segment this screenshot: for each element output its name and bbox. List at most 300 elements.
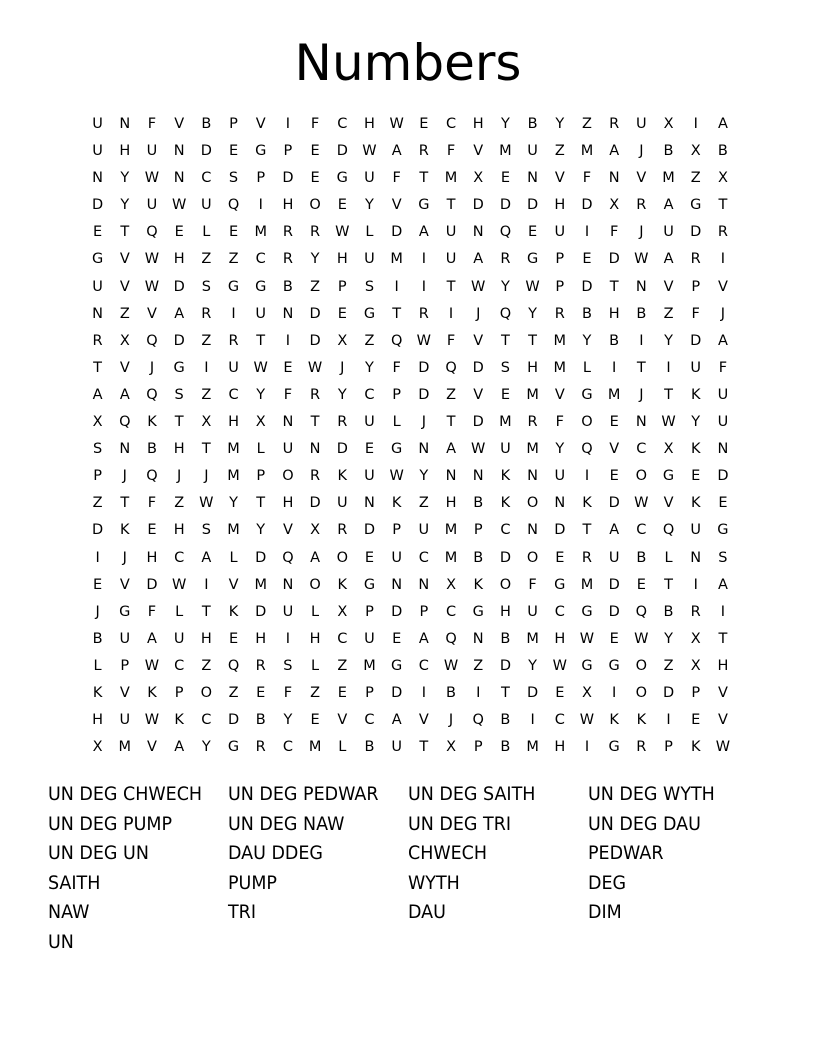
grid-letter: K: [228, 603, 239, 620]
grid-letter: F: [283, 684, 293, 701]
grid-letter: O: [282, 468, 294, 485]
grid-letter: G: [227, 739, 240, 756]
grid-letter: I: [666, 359, 671, 376]
grid-letter: X: [717, 170, 728, 187]
grid-letter: R: [500, 251, 511, 268]
grid-letter: R: [282, 224, 293, 241]
grid-letter: I: [584, 468, 590, 485]
word-list-item: UN DEG PEDWAR: [228, 783, 379, 805]
grid-letter: A: [147, 630, 157, 647]
grid-letter: Z: [310, 278, 321, 295]
grid-letter: P: [473, 522, 483, 539]
grid-letter: Z: [473, 657, 484, 674]
grid-letter: I: [584, 224, 590, 241]
grid-letter: T: [201, 603, 211, 620]
grid-letter: K: [337, 468, 348, 485]
grid-letter: S: [201, 278, 211, 295]
grid-letter: M: [227, 522, 240, 539]
grid-letter: B: [473, 495, 484, 512]
grid-letter: A: [609, 143, 620, 160]
grid-letter: W: [634, 495, 649, 512]
grid-letter: B: [446, 684, 456, 701]
grid-letter: E: [310, 143, 320, 160]
grid-letter: D: [690, 332, 702, 349]
grid-letter: O: [635, 684, 648, 701]
grid-letter: U: [146, 197, 158, 214]
grid-letter: K: [500, 468, 511, 485]
grid-letter: P: [174, 684, 184, 701]
grid-letter: L: [338, 739, 347, 756]
grid-letter: J: [122, 549, 127, 566]
grid-letter: Z: [663, 305, 674, 322]
grid-letter: D: [472, 414, 484, 431]
grid-letter: G: [581, 603, 593, 620]
grid-letter: B: [636, 305, 647, 322]
grid-letter: T: [174, 414, 184, 431]
grid-letter: G: [554, 576, 566, 593]
grid-letter: A: [418, 630, 429, 647]
grid-letter: C: [636, 522, 647, 539]
grid-letter: F: [446, 143, 456, 160]
grid-letter: I: [204, 576, 209, 593]
grid-letter: E: [337, 197, 347, 214]
grid-letter: D: [309, 305, 321, 322]
grid-letter: Y: [337, 386, 347, 403]
grid-letter: J: [720, 305, 726, 322]
grid-letter: V: [554, 170, 565, 187]
grid-letter: L: [311, 657, 320, 674]
grid-letter: X: [663, 116, 674, 132]
grid-letter: X: [119, 332, 130, 349]
grid-letter: G: [717, 522, 729, 539]
grid-letter: K: [690, 386, 701, 403]
grid-letter: U: [255, 305, 267, 322]
grid-letter: P: [392, 386, 402, 403]
grid-letter: M: [444, 170, 458, 187]
grid-letter: I: [720, 603, 726, 620]
grid-letter: T: [718, 630, 728, 647]
grid-letter: C: [554, 712, 565, 729]
word-list-item: NAW: [48, 901, 90, 924]
grid-letter: S: [283, 657, 293, 674]
grid-letter: N: [527, 170, 539, 187]
grid-letter: D: [608, 576, 620, 593]
grid-letter: H: [173, 522, 185, 539]
grid-letter: A: [663, 251, 674, 268]
grid-letter: R: [282, 251, 293, 268]
grid-letter: F: [555, 414, 564, 431]
grid-letter: Y: [664, 630, 673, 647]
word-list-item: UN DEG NAW: [228, 812, 345, 835]
grid-letter: W: [443, 657, 459, 674]
grid-letter: E: [609, 414, 619, 431]
grid-letter: U: [92, 116, 103, 132]
grid-letter: Q: [581, 441, 593, 458]
grid-letter: B: [636, 549, 647, 566]
grid-letter: K: [120, 522, 130, 539]
grid-letter: N: [635, 414, 647, 431]
grid-letter: Q: [119, 414, 131, 431]
grid-letter: E: [718, 495, 728, 512]
grid-letter: K: [609, 712, 619, 729]
grid-letter: I: [421, 251, 426, 268]
grid-letter: U: [119, 630, 131, 647]
grid-letter: A: [418, 224, 429, 241]
grid-letter: M: [526, 441, 539, 458]
grid-letter: V: [174, 116, 185, 132]
grid-letter: Y: [365, 197, 374, 214]
grid-letter: T: [528, 332, 538, 349]
page-title: Numbers: [294, 34, 522, 92]
grid-letter: E: [392, 630, 402, 647]
grid-letter: H: [282, 495, 294, 512]
grid-letter: N: [554, 495, 566, 512]
grid-letter: K: [391, 495, 402, 512]
grid-letter: A: [609, 522, 620, 539]
grid-letter: X: [690, 143, 701, 160]
grid-letter: D: [418, 359, 430, 376]
grid-letter: E: [228, 630, 239, 647]
grid-letter: W: [416, 332, 432, 349]
grid-letter: I: [258, 197, 263, 214]
grid-letter: N: [527, 522, 539, 539]
grid-letter: Z: [337, 657, 348, 674]
grid-letter: I: [530, 712, 535, 729]
grid-letter: F: [392, 170, 401, 187]
grid-letter: Z: [364, 332, 375, 349]
grid-letter: F: [528, 576, 537, 593]
grid-letter: W: [715, 739, 731, 756]
grid-letter: R: [418, 305, 429, 322]
grid-letter: B: [282, 278, 293, 295]
grid-letter: T: [664, 576, 673, 593]
grid-letter: Z: [228, 684, 239, 701]
grid-letter: E: [500, 386, 510, 403]
grid-letter: X: [446, 739, 456, 756]
grid-letter: B: [663, 143, 674, 160]
grid-letter: R: [310, 386, 321, 403]
grid-letter: R: [717, 224, 728, 241]
grid-letter: X: [92, 414, 103, 431]
grid-letter: Y: [500, 116, 510, 132]
grid-letter: R: [310, 224, 321, 241]
grid-letter: C: [282, 739, 293, 756]
grid-letter: M: [390, 251, 403, 268]
grid-letter: W: [552, 657, 567, 674]
grid-letter: W: [471, 278, 486, 295]
grid-letter: F: [147, 116, 157, 132]
word-list-item: PUMP: [228, 871, 277, 894]
grid-letter: B: [146, 441, 157, 458]
grid-letter: H: [527, 359, 539, 376]
grid-letter: A: [391, 712, 402, 729]
grid-letter: U: [364, 414, 375, 431]
grid-letter: K: [636, 712, 647, 729]
grid-letter: V: [636, 170, 647, 187]
grid-letter: Q: [390, 332, 403, 349]
grid-letter: Y: [555, 116, 565, 132]
grid-letter: L: [311, 603, 320, 620]
grid-letter: E: [228, 224, 239, 241]
grid-letter: V: [119, 278, 130, 295]
grid-letter: N: [690, 549, 702, 566]
grid-letter: I: [421, 684, 426, 701]
grid-letter: U: [717, 414, 729, 431]
grid-letter: P: [93, 468, 102, 485]
grid-letter: F: [310, 116, 320, 132]
grid-letter: U: [173, 630, 185, 647]
grid-letter: R: [418, 143, 429, 160]
grid-letter: G: [255, 278, 267, 295]
grid-letter: Y: [582, 332, 592, 349]
grid-letter: E: [691, 712, 701, 729]
grid-letter: U: [717, 386, 729, 403]
grid-letter: B: [473, 549, 484, 566]
grid-letter: E: [636, 576, 646, 593]
grid-letter: R: [255, 657, 266, 674]
grid-letter: T: [419, 170, 429, 187]
grid-letter: M: [580, 143, 594, 160]
grid-letter: B: [527, 116, 538, 132]
word-list-item: DAU DDEG: [228, 842, 323, 865]
grid-letter: H: [146, 549, 158, 566]
grid-letter: I: [95, 549, 100, 566]
grid-letter: J: [448, 712, 454, 729]
word-list-item: SAITH: [48, 871, 101, 894]
grid-letter: N: [282, 576, 294, 593]
word-list-item: DAU: [408, 901, 446, 924]
grid-letter: V: [119, 359, 130, 376]
word-list-item: UN DEG DAU: [588, 812, 701, 835]
grid-letter: W: [144, 712, 160, 729]
grid-letter: P: [283, 143, 293, 160]
grid-letter: J: [95, 603, 100, 620]
grid-letter: I: [448, 305, 454, 322]
grid-letter: D: [173, 332, 185, 349]
grid-letter: B: [92, 630, 103, 647]
grid-letter: S: [228, 170, 239, 187]
grid-letter: B: [581, 305, 592, 322]
grid-letter: Y: [555, 441, 565, 458]
grid-letter: E: [500, 170, 510, 187]
grid-letter: Y: [120, 197, 130, 214]
grid-letter: J: [639, 386, 644, 403]
grid-letter: U: [445, 224, 457, 241]
grid-letter: X: [337, 603, 348, 620]
grid-letter: P: [555, 278, 565, 295]
grid-letter: H: [92, 712, 104, 729]
grid-letter: E: [174, 224, 184, 241]
grid-letter: D: [717, 468, 729, 485]
grid-letter: R: [636, 739, 647, 756]
grid-letter: T: [500, 684, 510, 701]
grid-letter: Z: [201, 332, 212, 349]
grid-letter: Z: [201, 657, 212, 674]
grid-letter: I: [639, 332, 644, 349]
grid-letter: X: [92, 739, 103, 756]
grid-letter: T: [500, 332, 510, 349]
grid-letter: D: [227, 712, 240, 729]
grid-letter: X: [609, 197, 620, 214]
grid-letter: D: [472, 197, 484, 214]
grid-letter: D: [554, 522, 566, 539]
grid-letter: U: [663, 224, 674, 241]
grid-letter: D: [309, 495, 321, 512]
grid-letter: E: [228, 143, 239, 160]
grid-letter: Z: [92, 495, 103, 512]
grid-letter: G: [662, 468, 675, 485]
grid-letter: F: [147, 495, 157, 512]
grid-letter: Q: [662, 522, 675, 539]
grid-letter: M: [444, 522, 458, 539]
grid-letter: T: [120, 224, 130, 241]
grid-letter: W: [335, 224, 350, 241]
grid-letter: R: [609, 116, 620, 132]
grid-letter: Q: [472, 712, 484, 729]
grid-letter: Z: [554, 143, 565, 160]
grid-letter: D: [336, 143, 348, 160]
grid-letter: H: [554, 197, 566, 214]
grid-letter: Q: [146, 468, 158, 485]
grid-letter: B: [500, 630, 511, 647]
grid-letter: V: [663, 278, 674, 295]
grid-letter: X: [690, 630, 701, 647]
grid-letter: H: [364, 116, 375, 132]
grid-letter: Z: [446, 386, 456, 403]
grid-letter: Q: [146, 224, 158, 241]
grid-letter: Y: [500, 278, 510, 295]
grid-letter: G: [526, 251, 539, 268]
grid-letter: S: [364, 278, 375, 295]
grid-letter: G: [608, 739, 620, 756]
grid-letter: W: [634, 630, 649, 647]
grid-letter: G: [227, 278, 240, 295]
grid-letter: H: [499, 603, 511, 620]
grid-letter: B: [201, 116, 212, 132]
grid-letter: Y: [283, 712, 293, 729]
grid-letter: D: [391, 684, 403, 701]
grid-letter: D: [499, 197, 511, 214]
grid-letter: G: [391, 441, 403, 458]
grid-letter: Q: [227, 657, 240, 674]
grid-letter: D: [92, 522, 104, 539]
grid-letter: O: [526, 495, 539, 512]
grid-letter: U: [554, 224, 566, 241]
grid-letter: X: [446, 576, 456, 593]
grid-letter: X: [690, 657, 701, 674]
grid-letter: I: [231, 305, 236, 322]
grid-letter: Q: [146, 386, 158, 403]
word-list-item: UN DEG PUMP: [48, 812, 172, 835]
grid-letter: T: [310, 414, 320, 431]
grid-letter: G: [581, 386, 593, 403]
grid-letter: J: [639, 224, 644, 241]
grid-letter: B: [364, 739, 375, 756]
grid-letter: U: [445, 251, 457, 268]
grid-letter: I: [666, 712, 671, 729]
grid-letter: P: [392, 522, 402, 539]
grid-letter: V: [554, 386, 565, 403]
grid-letter: N: [282, 414, 294, 431]
grid-letter: U: [391, 549, 402, 566]
grid-letter: T: [256, 332, 266, 349]
grid-letter: R: [581, 549, 592, 566]
grid-letter: B: [500, 712, 511, 729]
grid-letter: G: [472, 603, 484, 620]
grid-letter: J: [421, 414, 426, 431]
grid-letter: D: [527, 684, 539, 701]
grid-letter: W: [307, 359, 323, 376]
grid-letter: Z: [663, 657, 674, 674]
grid-letter: N: [364, 495, 375, 512]
grid-letter: V: [418, 712, 429, 729]
grid-letter: D: [499, 657, 511, 674]
grid-letter: U: [527, 143, 538, 160]
grid-letter: W: [144, 251, 160, 268]
grid-letter: A: [174, 739, 185, 756]
word-list-item: CHWECH: [408, 842, 488, 865]
grid-letter: O: [635, 657, 648, 674]
grid-letter: X: [255, 414, 266, 431]
grid-letter: M: [526, 630, 539, 647]
grid-letter: D: [336, 441, 348, 458]
grid-letter: J: [177, 468, 182, 485]
grid-letter: L: [256, 441, 265, 458]
grid-letter: V: [228, 576, 239, 593]
grid-letter: V: [663, 495, 674, 512]
grid-letter: O: [526, 549, 539, 566]
grid-letter: U: [146, 143, 158, 160]
grid-letter: Y: [201, 739, 211, 756]
grid-letter: F: [392, 359, 401, 376]
grid-letter: D: [200, 143, 212, 160]
grid-letter: D: [527, 197, 539, 214]
grid-letter: C: [255, 251, 266, 268]
grid-letter: J: [340, 359, 345, 376]
grid-letter: E: [364, 441, 375, 458]
grid-letter: L: [202, 224, 211, 241]
grid-letter: P: [229, 116, 238, 132]
grid-letter: V: [391, 197, 402, 214]
grid-letter: A: [201, 549, 212, 566]
grid-letter: C: [418, 549, 429, 566]
grid-letter: D: [309, 332, 321, 349]
grid-letter: X: [582, 684, 592, 701]
grid-letter: B: [255, 712, 266, 729]
grid-letter: S: [201, 522, 211, 539]
grid-letter: X: [310, 522, 321, 539]
grid-letter: A: [717, 332, 728, 349]
grid-letter: W: [661, 414, 676, 431]
grid-letter: M: [553, 332, 567, 349]
grid-letter: I: [476, 684, 481, 701]
grid-letter: H: [608, 305, 620, 322]
grid-letter: D: [255, 603, 267, 620]
grid-letter: N: [717, 441, 729, 458]
grid-letter: G: [363, 576, 376, 593]
grid-letter: M: [254, 224, 267, 241]
grid-letter: D: [608, 495, 620, 512]
grid-letter: X: [663, 441, 674, 458]
grid-letter: U: [228, 359, 239, 376]
grid-letter: H: [200, 630, 212, 647]
word-list-item: PEDWAR: [588, 842, 664, 865]
grid-letter: N: [418, 576, 430, 593]
grid-letter: M: [499, 414, 512, 431]
grid-letter: M: [444, 549, 458, 566]
grid-letter: M: [499, 143, 512, 160]
grid-letter: S: [92, 441, 103, 458]
